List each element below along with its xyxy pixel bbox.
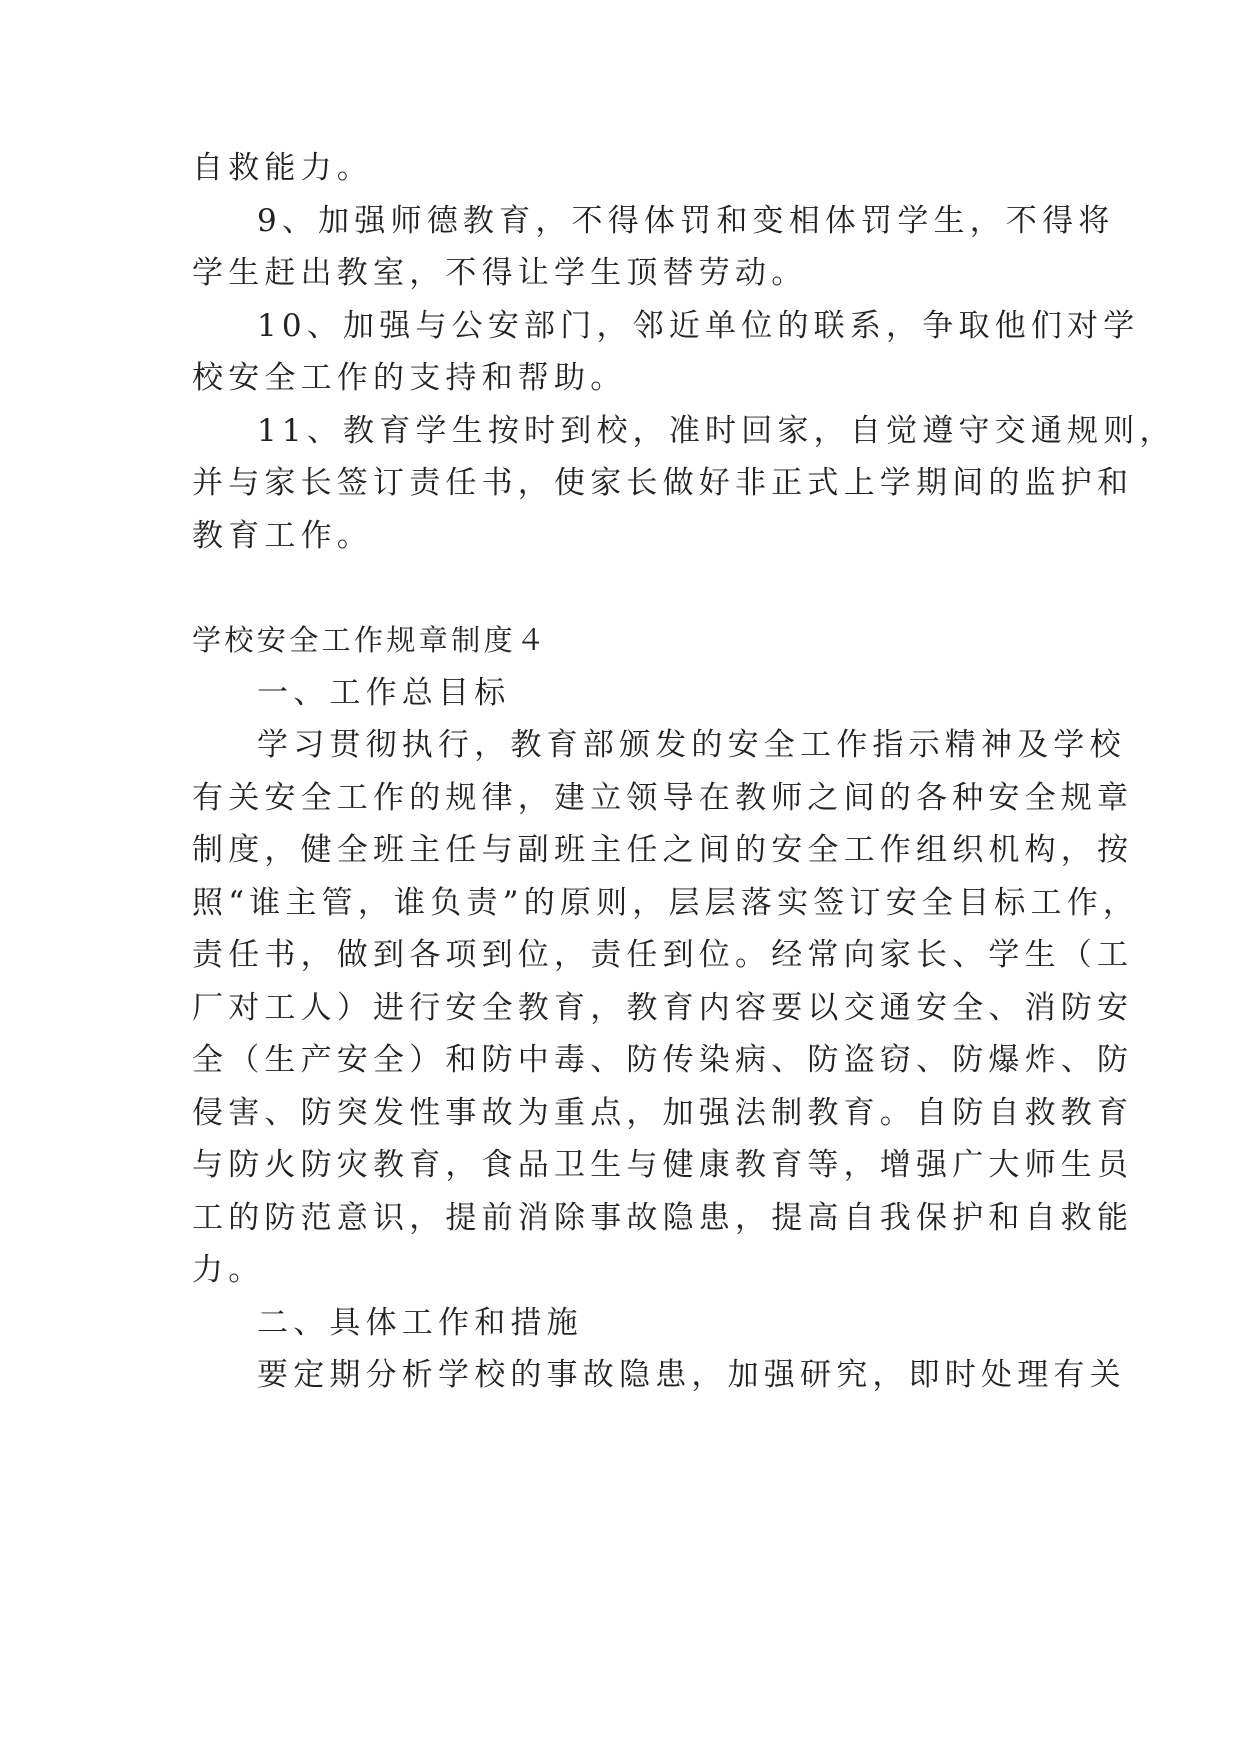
text-line: 制度，健全班主任与副班主任之间的安全工作组织机构，按 — [192, 832, 1134, 868]
text-line: 学生赶出教室，不得让学生顶替劳动。 — [192, 255, 808, 291]
text-line: 责任书，做到各项到位，责任到位。经常向家长、学生（工 — [192, 937, 1134, 973]
text-line: 并与家长签订责任书，使家长做好非正式上学期间的监护和 — [192, 465, 1134, 501]
text-line: 9、加强师德教育，不得体罚和变相体罚学生，不得将 — [257, 203, 1115, 239]
text-line: 11、教育学生按时到校，准时回家，自觉遵守交通规则， — [257, 413, 1176, 449]
subheading: 一、工作总目标 — [257, 675, 511, 711]
section-heading: 学校安全工作规章制度４ — [192, 623, 549, 657]
text-line: 厂对工人）进行安全教育，教育内容要以交通安全、消防安 — [192, 990, 1134, 1026]
text-line: 侵害、防突发性事故为重点，加强法制教育。自防自救教育 — [192, 1095, 1134, 1131]
text-line: 力。 — [192, 1252, 265, 1288]
text-line: 全（生产安全）和防中毒、防传染病、防盗窃、防爆炸、防 — [192, 1042, 1134, 1078]
text-line: 学习贯彻执行，教育部颁发的安全工作指示精神及学校 — [257, 727, 1126, 763]
text-line: 自救能力。 — [192, 150, 373, 186]
text-line: 有关安全工作的规律，建立领导在教师之间的各种安全规章 — [192, 780, 1134, 816]
text-line: 要定期分析学校的事故隐患，加强研究，即时处理有关 — [257, 1357, 1126, 1393]
text-line: 10、加强与公安部门，邻近单位的联系，争取他们对学 — [257, 308, 1140, 344]
text-line: 校安全工作的支持和帮助。 — [192, 360, 627, 396]
text-line: 工的防范意识，提前消除事故隐患，提高自我保护和自救能 — [192, 1200, 1134, 1236]
text-line: 照“谁主管，谁负责”的原则，层层落实签订安全目标工作， — [192, 885, 1140, 921]
text-line: 教育工作。 — [192, 518, 373, 554]
text-line: 与防火防灾教育，食品卫生与健康教育等，增强广大师生员 — [192, 1147, 1134, 1183]
subheading: 二、具体工作和措施 — [257, 1305, 583, 1341]
